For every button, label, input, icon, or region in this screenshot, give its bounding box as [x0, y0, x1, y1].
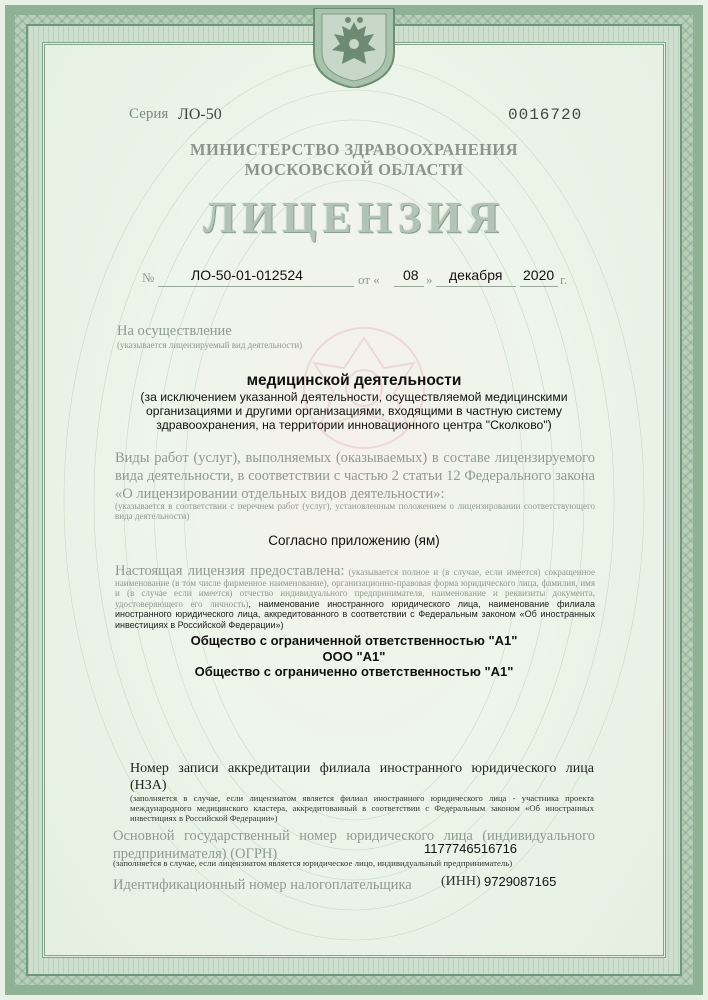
document-title: ЛИЦЕНЗИЯ: [202, 193, 506, 242]
nza-statement: Номер записи аккредитации филиала иностранного юридического лица (НЗА): [130, 761, 594, 793]
grantee-full-name: Общество с ограниченной ответственностью "А1": [190, 633, 518, 648]
month-underline: [436, 286, 516, 287]
serial-number: 0016720: [508, 106, 583, 124]
ministry-name-line2: МОСКОВСКОЙ ОБЛАСТИ: [244, 160, 464, 179]
license-number: ЛО-50-01-012524: [191, 267, 303, 283]
date-quote-close: »: [426, 272, 433, 287]
activity-hint: (указывается лицензируемый вид деятельности): [117, 340, 303, 350]
nza-hint: (заполняется в случае, если лицензиатом является филиал иностранного юридического лица - участника проекта международного медицинского кластера, аккредитованный в соответствии с Федеральным законом «Об иностранных инвестициях в Российской Федерации»): [130, 793, 594, 823]
works-hint: (указывается в соответствии с перечнем работ (услуг), установленным положением о лицензировании соответствующего вида деятельности): [115, 501, 595, 521]
license-year: 2020: [523, 267, 555, 283]
grantee-hint-foreign: , наименование иностранного юридического лица, наименование филиала иностранного юридического лица, аккредитованного в соответствии с Федеральным законом «Об иностранных инвестициях в Российской Федерации»): [115, 598, 595, 630]
license-day: 08: [403, 267, 419, 283]
works-value: Согласно приложению (ям): [268, 533, 440, 548]
date-from-label: от «: [358, 272, 380, 287]
license-number-underline: [158, 286, 354, 287]
inn-prefix: (ИНН): [441, 874, 481, 889]
coat-of-arms-emblem: [308, 8, 400, 88]
day-underline: [394, 286, 424, 287]
activity-name: медицинской деятельности: [246, 372, 462, 389]
ministry-name-line1: МИНИСТЕРСТВО ЗДРАВООХРАНЕНИЯ: [190, 140, 518, 159]
grantee-statement: [115, 563, 595, 631]
activity-label: На осуществление: [117, 323, 232, 339]
year-underline: [520, 286, 558, 287]
works-statement: Виды работ (услуг), выполняемых (оказываемых) в составе лицензируемого вида деятельности, в соответствии с частью 2 статьи 12 Федерального закона «О лицензировании отдельных видов деятельности»:: [115, 450, 595, 502]
series-value: ЛО-50: [178, 106, 222, 123]
ogrn-label: Основной государственный номер юридического лица (индивидуального предпринимателя) (ОГРН): [113, 828, 595, 862]
ogrn-hint: (заполняется в случае, если лицензиатом является юридическое лицо, индивидуальный предприниматель): [113, 858, 513, 868]
grantee-lead: Настоящая лицензия предоставлена:: [115, 563, 345, 579]
ogrn-value: 1177746516716: [424, 841, 518, 856]
grantee-hint: (указывается полное и (в случае, если имеется) сокращенное наименование (в том числе фирменное наименование), организационно-правовая форма юридического лица, фамилия, имя и (в случае если имеется) отчество индивидуального предпринимателя, наименование и реквизиты документа, удостоверяющего его личность): [115, 567, 595, 609]
grantee-firm-name: Общество с ограниченно ответственностью "А1": [194, 664, 514, 679]
inn-label: Идентификационный номер налогоплательщика: [113, 877, 412, 893]
grantee-short-name: ООО "А1": [322, 649, 386, 664]
year-suffix: г.: [560, 272, 568, 287]
inn-value: 9729087165: [484, 874, 557, 889]
license-month: декабря: [449, 267, 503, 283]
license-number-label: №: [142, 270, 155, 285]
series-label: Серия: [129, 106, 169, 122]
activity-detail: (за исключением указанной деятельности, осуществляемой медицинскими организациями и другими организациями, входящими в частную систему здравоохранения, на территории инновационного центра "Сколково"): [140, 390, 568, 432]
